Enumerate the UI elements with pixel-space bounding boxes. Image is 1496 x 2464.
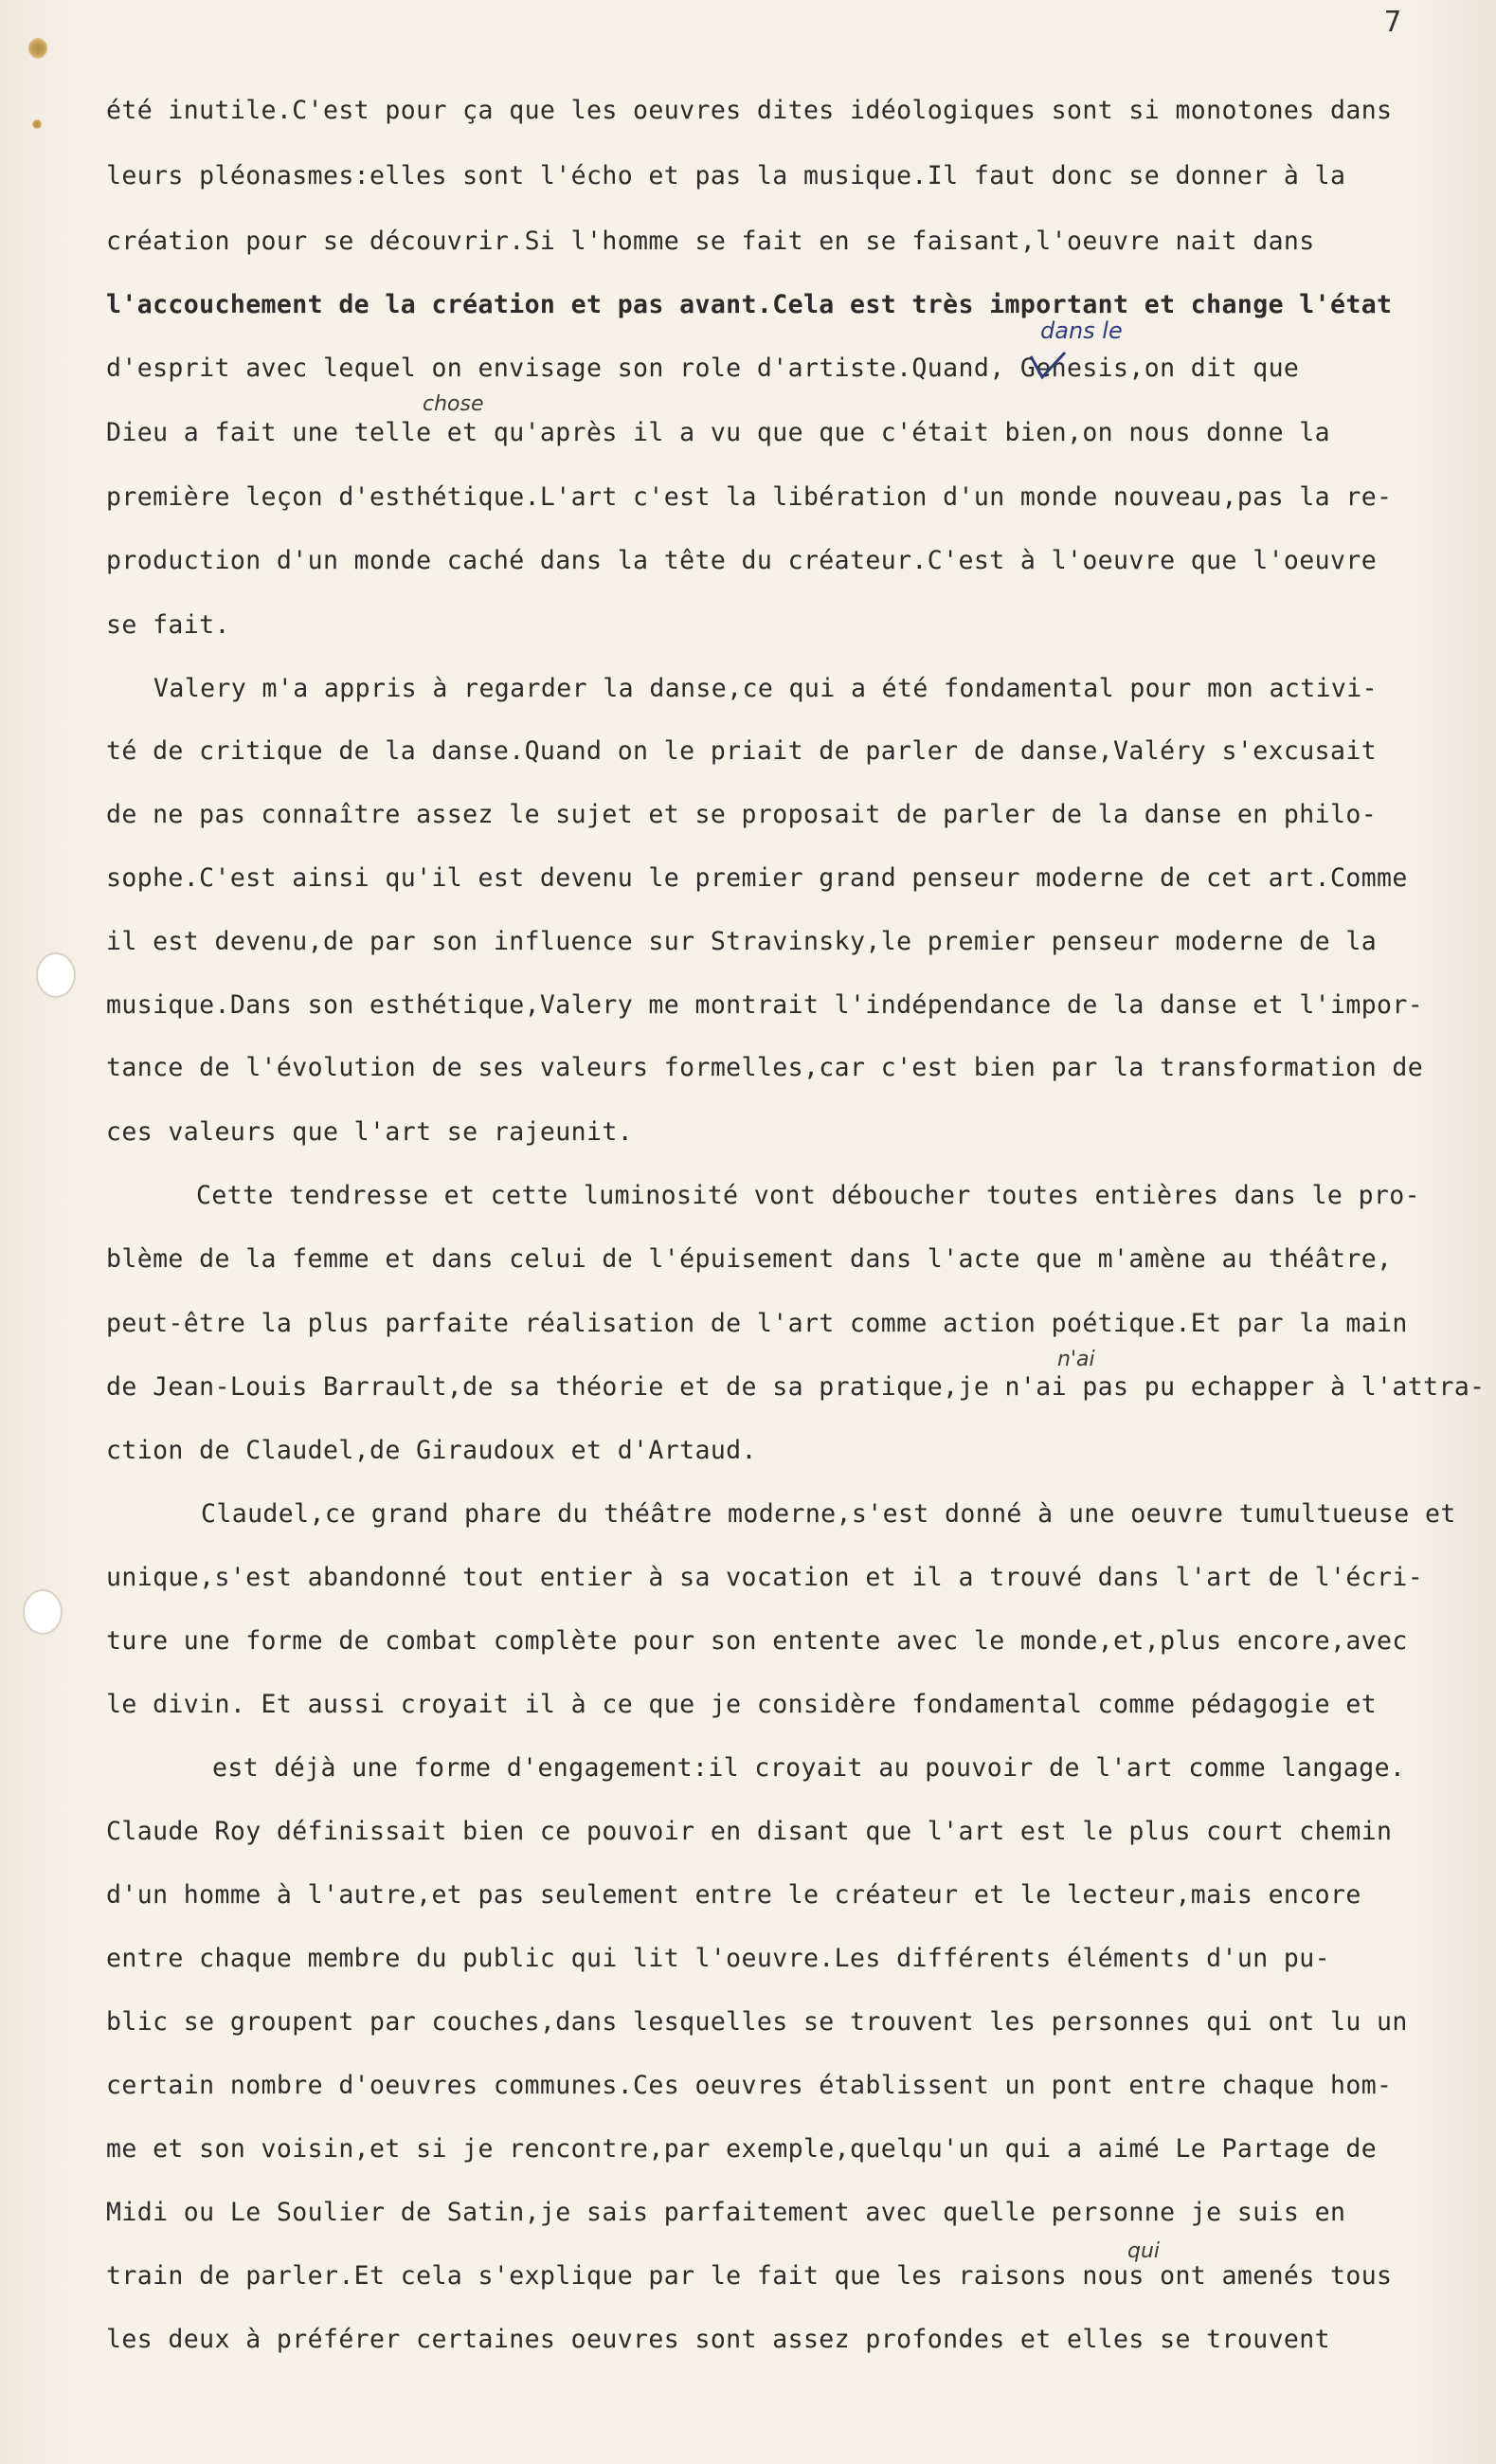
page-number: 7 [1383, 6, 1401, 39]
text-line: l'accouchement de la création et pas avant.Cela est très important et change l'état [106, 290, 1393, 319]
text-line: peut-être la plus parfaite réalisation de l'art comme action poétique.Et par la main [106, 1309, 1408, 1338]
insertion-mark-icon [1029, 349, 1067, 381]
text-line: de Jean-Louis Barrault,de sa théorie et de sa pratique,je n'ai pas pu echapper à l'attra- [106, 1372, 1486, 1402]
text-line: création pour se découvrir.Si l'homme se fait en se faisant,l'oeuvre nait dans [106, 226, 1315, 256]
text-line: musique.Dans son esthétique,Valery me montrait l'indépendance de la danse et l'impor- [106, 990, 1424, 1020]
text-line: ture une forme de combat complète pour son entente avec le monde,et,plus encore,avec [106, 1626, 1408, 1656]
handwritten-annotation: n'ai [1057, 1348, 1095, 1371]
text-line: train de parler.Et cela s'explique par le fait que les raisons nous ont amenés tous [106, 2261, 1393, 2291]
text-line: production d'un monde caché dans la tête du créateur.C'est à l'oeuvre que l'oeuvre [106, 546, 1378, 575]
text-line: Cette tendresse et cette luminosité vont déboucher toutes entières dans le pro- [196, 1181, 1420, 1210]
punch-hole [36, 952, 76, 998]
text-line: leurs pléonasmes:elles sont l'écho et pas la musique.Il faut donc se donner à la [106, 161, 1346, 190]
text-line: d'esprit avec lequel on envisage son role d'artiste.Quand, Genesis,on dit que [106, 353, 1300, 383]
text-line: de ne pas connaître assez le sujet et se proposait de parler de la danse en philo- [106, 800, 1378, 829]
text-line: ces valeurs que l'art se rajeunit. [106, 1117, 634, 1147]
text-line: il est devenu,de par son influence sur Stravinsky,le premier penseur moderne de la [106, 927, 1378, 956]
stain-mark [32, 119, 42, 129]
handwritten-annotation: dans le [1040, 317, 1123, 344]
punch-hole [23, 1589, 63, 1635]
text-line: certain nombre d'oeuvres communes.Ces oeuvres établissent un pont entre chaque hom- [106, 2071, 1393, 2100]
stain-mark [28, 38, 47, 59]
text-line: me et son voisin,et si je rencontre,par exemple,quelqu'un qui a aimé Le Partage de [106, 2134, 1378, 2164]
text-line: première leçon d'esthétique.L'art c'est la libération d'un monde nouveau,pas la re- [106, 482, 1393, 512]
text-line: Claudel,ce grand phare du théâtre moderne,s'est donné à une oeuvre tumultueuse et [201, 1499, 1456, 1529]
text-line: d'un homme à l'autre,et pas seulement entre le créateur et le lecteur,mais encore [106, 1880, 1361, 1910]
text-line: blème de la femme et dans celui de l'épuisement dans l'acte que m'amène au théâtre, [106, 1244, 1393, 1274]
text-line: été inutile.C'est pour ça que les oeuvres dites idéologiques sont si monotones dans [106, 96, 1393, 125]
text-line: Claude Roy définissait bien ce pouvoir en disant que l'art est le plus court chemin [106, 1817, 1393, 1846]
text-line: Dieu a fait une telle et qu'après il a vu que que c'était bien,on nous donne la [106, 418, 1330, 447]
text-line: blic se groupent par couches,dans lesquelles se trouvent les personnes qui ont lu un [106, 2007, 1408, 2037]
text-line: tance de l'évolution de ses valeurs formelles,car c'est bien par la transformation de [106, 1053, 1424, 1082]
handwritten-annotation: chose [423, 392, 484, 416]
text-line: se fait. [106, 610, 230, 640]
text-line: ction de Claudel,de Giraudoux et d'Artaud. [106, 1436, 757, 1465]
text-line: est déjà une forme d'engagement:il croyait au pouvoir de l'art comme langage. [212, 1753, 1406, 1783]
text-line: té de critique de la danse.Quand on le priait de parler de danse,Valéry s'excusait [106, 736, 1378, 766]
text-line: sophe.C'est ainsi qu'il est devenu le premier grand penseur moderne de cet art.Comme [106, 863, 1408, 893]
text-line: unique,s'est abandonné tout entier à sa vocation et il a trouvé dans l'art de l'écri- [106, 1563, 1424, 1592]
text-line: le divin. Et aussi croyait il à ce que je considère fondamental comme pédagogie et [106, 1690, 1378, 1719]
handwritten-annotation: qui [1127, 2239, 1161, 2263]
text-line: Valery m'a appris à regarder la danse,ce qui a été fondamental pour mon activi- [153, 674, 1378, 703]
text-line: les deux à préférer certaines oeuvres sont assez profondes et elles se trouvent [106, 2325, 1330, 2354]
text-line: entre chaque membre du public qui lit l'oeuvre.Les différents éléments d'un pu- [106, 1944, 1330, 1973]
text-line: Midi ou Le Soulier de Satin,je sais parfaitement avec quelle personne je suis en [106, 2198, 1346, 2227]
